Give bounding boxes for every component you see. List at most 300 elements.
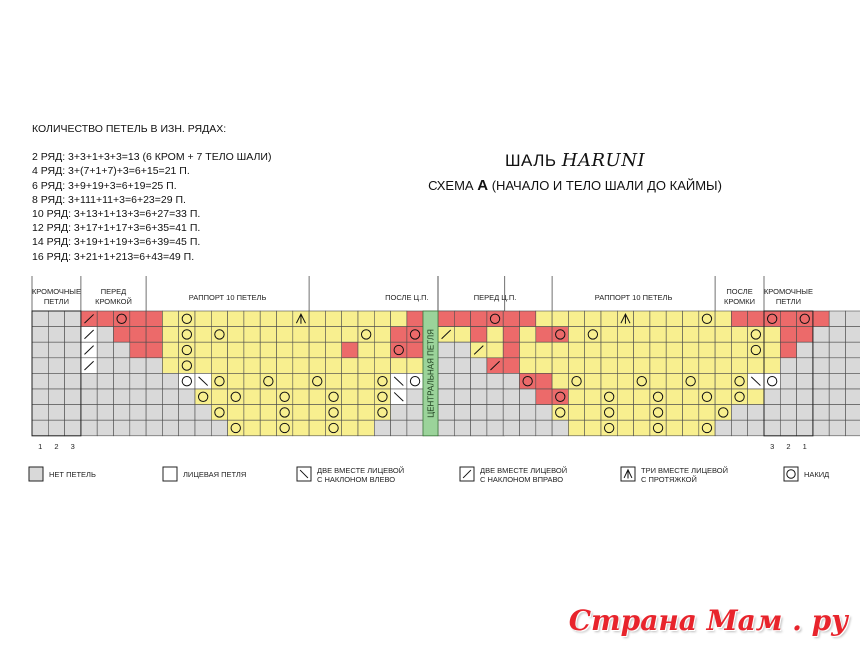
cell-box	[503, 405, 519, 421]
chart-cell	[715, 373, 731, 389]
chart-cell	[617, 420, 633, 436]
cell-box	[146, 311, 162, 327]
chart-cell	[797, 389, 813, 405]
chart-cell	[48, 389, 64, 405]
stitch-counts-heading: КОЛИЧЕСТВО ПЕТЕЛЬ В ИЗН. РЯДАХ:	[32, 123, 227, 135]
cell-box	[293, 358, 309, 374]
chart-cell	[97, 327, 113, 343]
cell-box	[260, 420, 276, 436]
cell-box	[277, 358, 293, 374]
cell-box	[617, 327, 633, 343]
chart-cell	[65, 311, 81, 327]
cell-box	[748, 405, 764, 421]
chart-cell	[97, 389, 113, 405]
chart-cell	[617, 373, 633, 389]
cell-box	[407, 342, 423, 358]
cell-box	[228, 327, 244, 343]
cell-box	[32, 342, 48, 358]
chart-cell	[179, 311, 195, 327]
chart-cell	[407, 311, 423, 327]
chart-cell	[277, 358, 293, 374]
cell-box	[683, 311, 699, 327]
legend-item-knit	[163, 467, 246, 481]
cell-box	[471, 405, 487, 421]
chart-cell	[568, 405, 584, 421]
chart-cell	[325, 327, 341, 343]
chart-cell	[309, 389, 325, 405]
chart-cell	[342, 342, 358, 358]
cell-box	[764, 389, 780, 405]
chart-cell	[813, 373, 829, 389]
cell-box	[374, 327, 390, 343]
cell-box	[114, 405, 130, 421]
chart-cell	[391, 327, 407, 343]
chart-cell	[114, 358, 130, 374]
chart-cell	[764, 373, 780, 389]
chart-cell	[601, 420, 617, 436]
chart-cell	[293, 420, 309, 436]
cell-box	[438, 342, 454, 358]
chart-cell	[536, 342, 552, 358]
chart-cell	[438, 358, 454, 374]
cell-box	[146, 327, 162, 343]
chart-cell	[601, 373, 617, 389]
cell-box	[407, 420, 423, 436]
chart-cell	[325, 405, 341, 421]
cell-box	[65, 389, 81, 405]
edge-number: 2	[54, 441, 59, 451]
cell-box	[813, 405, 829, 421]
chart-cell	[309, 373, 325, 389]
chart-cell	[97, 358, 113, 374]
chart-cell	[846, 405, 860, 421]
cell-box	[552, 420, 568, 436]
chart-cell	[374, 327, 390, 343]
chart-cell	[748, 389, 764, 405]
cell-box	[358, 405, 374, 421]
chart-cell	[391, 420, 407, 436]
chart-cell	[715, 420, 731, 436]
cell-box	[358, 358, 374, 374]
cell-box	[195, 389, 211, 405]
chart-cell	[780, 358, 796, 374]
chart-cell	[699, 327, 715, 343]
chart-cell	[146, 420, 162, 436]
chart-cell	[731, 342, 747, 358]
chart-cell	[65, 342, 81, 358]
chart-cell	[471, 420, 487, 436]
chart-cell	[342, 327, 358, 343]
cell-box	[454, 358, 470, 374]
chart-cell	[130, 342, 146, 358]
cell-box	[650, 405, 666, 421]
cell-box	[503, 389, 519, 405]
chart-cell	[503, 342, 519, 358]
chart-cell	[846, 420, 860, 436]
section-header-repeat_right	[552, 276, 672, 311]
cell-box	[683, 373, 699, 389]
cell-box	[487, 327, 503, 343]
chart-cell	[309, 358, 325, 374]
chart-cell	[32, 311, 48, 327]
cell-box	[438, 311, 454, 327]
cell-box	[764, 311, 780, 327]
cell-box	[97, 373, 113, 389]
cell-box	[748, 420, 764, 436]
cell-box	[228, 311, 244, 327]
chart-cell	[260, 327, 276, 343]
cell-box	[666, 389, 682, 405]
chart-cell	[520, 358, 536, 374]
chart-cell	[260, 420, 276, 436]
legend-label: НАКИД	[804, 470, 830, 479]
cell-box	[520, 373, 536, 389]
chart-cell	[585, 358, 601, 374]
chart-cell	[48, 311, 64, 327]
cell-box	[650, 358, 666, 374]
chart-cell	[407, 405, 423, 421]
chart-cell	[585, 342, 601, 358]
cell-box	[797, 389, 813, 405]
chart-cell	[764, 405, 780, 421]
cell-box	[699, 420, 715, 436]
cell-box	[634, 342, 650, 358]
chart-cell	[634, 327, 650, 343]
cell-box	[293, 327, 309, 343]
cell-box	[715, 373, 731, 389]
cell-box	[162, 311, 178, 327]
chart-row	[32, 342, 860, 358]
chart-cell	[715, 327, 731, 343]
legend-label: ДВЕ ВМЕСТЕ ЛИЦЕВОЙ	[480, 466, 568, 475]
cell-box	[780, 373, 796, 389]
cell-box	[244, 311, 260, 327]
cell-box	[634, 405, 650, 421]
cell-box	[342, 358, 358, 374]
edge-numbers-left	[38, 442, 75, 451]
cell-box	[764, 327, 780, 343]
cell-box	[114, 420, 130, 436]
chart-cell	[731, 311, 747, 327]
cell-box	[32, 405, 48, 421]
cell-box	[407, 405, 423, 421]
chart-cell	[829, 389, 845, 405]
chart-cell	[228, 342, 244, 358]
chart-row	[32, 420, 860, 436]
cell-box	[130, 420, 146, 436]
chart-cell	[829, 405, 845, 421]
cell-box	[358, 389, 374, 405]
cell-box	[97, 420, 113, 436]
cell-box	[829, 373, 845, 389]
chart-cell	[552, 311, 568, 327]
section-header-edge_left	[32, 276, 81, 311]
cell-box	[48, 342, 64, 358]
cell-box	[277, 420, 293, 436]
chart-cell	[471, 311, 487, 327]
legend-swatch	[29, 467, 43, 481]
chart-cell	[146, 373, 162, 389]
cell-box	[342, 327, 358, 343]
cell-box	[617, 405, 633, 421]
chart-cell	[487, 358, 503, 374]
cell-box	[813, 389, 829, 405]
cell-box	[309, 420, 325, 436]
chart-cell	[81, 327, 97, 343]
cell-box	[846, 373, 860, 389]
cell-box	[748, 358, 764, 374]
chart-cell	[32, 420, 48, 436]
cell-box	[731, 311, 747, 327]
cell-box	[407, 358, 423, 374]
cell-box	[780, 311, 796, 327]
chart-cell	[585, 405, 601, 421]
cell-box	[666, 420, 682, 436]
chart-cell	[32, 358, 48, 374]
chart-cell	[130, 405, 146, 421]
cell-box	[650, 420, 666, 436]
cell-box	[536, 420, 552, 436]
chart-cell	[585, 373, 601, 389]
cell-box	[552, 373, 568, 389]
cell-box	[195, 420, 211, 436]
cell-box	[130, 389, 146, 405]
chart-cell	[81, 389, 97, 405]
cell-box	[228, 420, 244, 436]
chart-cell	[130, 389, 146, 405]
chart-cell	[454, 311, 470, 327]
cell-box	[374, 373, 390, 389]
chart-cell	[748, 420, 764, 436]
chart-cell	[666, 358, 682, 374]
cell-box	[65, 373, 81, 389]
chart-cell	[487, 420, 503, 436]
cell-box	[715, 327, 731, 343]
cell-box	[699, 342, 715, 358]
cell-box	[358, 311, 374, 327]
cell-box	[666, 327, 682, 343]
cell-box	[568, 311, 584, 327]
chart-cell	[585, 420, 601, 436]
chart-cell	[634, 405, 650, 421]
chart-cell	[699, 420, 715, 436]
cell-box	[601, 311, 617, 327]
chart-cell	[228, 373, 244, 389]
cell-box	[471, 358, 487, 374]
chart-cell	[293, 405, 309, 421]
cell-box	[342, 311, 358, 327]
chart-cell	[813, 420, 829, 436]
cell-box	[374, 420, 390, 436]
cell-box	[260, 358, 276, 374]
cell-box	[846, 389, 860, 405]
edge-numbers-right	[770, 442, 807, 451]
cell-box	[391, 327, 407, 343]
chart-cell	[683, 311, 699, 327]
cell-box	[715, 389, 731, 405]
chart-cell	[731, 389, 747, 405]
cell-box	[65, 358, 81, 374]
cell-box	[780, 420, 796, 436]
chart-cell	[536, 311, 552, 327]
cell-box	[503, 311, 519, 327]
chart-cell	[391, 389, 407, 405]
cell-box	[162, 405, 178, 421]
center-stitch-label: ЦЕНТРАЛЬНАЯ ПЕТЛЯ	[426, 329, 436, 418]
cell-box	[162, 342, 178, 358]
chart-cell	[407, 342, 423, 358]
cell-box	[342, 420, 358, 436]
edge-number: 1	[38, 441, 43, 451]
cell-box	[846, 405, 860, 421]
chart-cell	[601, 358, 617, 374]
chart-cell	[715, 358, 731, 374]
chart-cell	[438, 342, 454, 358]
chart-cell	[277, 373, 293, 389]
section-header-edge_right	[764, 276, 813, 311]
cell-box	[764, 405, 780, 421]
chart-cell	[81, 373, 97, 389]
legend-label: ДВЕ ВМЕСТЕ ЛИЦЕВОЙ	[317, 466, 405, 475]
chart-cell	[293, 327, 309, 343]
cell-box	[438, 389, 454, 405]
chart-cell	[503, 327, 519, 343]
chart-cell	[391, 373, 407, 389]
cell-box	[32, 311, 48, 327]
chart-cell	[179, 342, 195, 358]
section-label: КРОМОЧНЫЕ	[763, 287, 813, 296]
chart-cell	[683, 420, 699, 436]
cell-box	[407, 327, 423, 343]
chart-cell	[244, 389, 260, 405]
chart-cell	[536, 389, 552, 405]
chart-cell	[211, 405, 227, 421]
cell-box	[260, 327, 276, 343]
cell-box	[179, 389, 195, 405]
legend-swatch	[163, 467, 177, 481]
chart-cell	[748, 342, 764, 358]
chart-cell	[813, 342, 829, 358]
cell-box	[293, 389, 309, 405]
cell-box	[650, 327, 666, 343]
cell-box	[97, 342, 113, 358]
cell-box	[325, 311, 341, 327]
cell-box	[503, 373, 519, 389]
cell-box	[146, 342, 162, 358]
chart-cell	[617, 311, 633, 327]
cell-box	[48, 373, 64, 389]
cell-box	[325, 358, 341, 374]
cell-box	[438, 405, 454, 421]
cell-box	[699, 327, 715, 343]
chart-cell	[764, 358, 780, 374]
chart-cell	[471, 405, 487, 421]
chart-cell	[520, 342, 536, 358]
chart-cell	[293, 342, 309, 358]
chart-cell	[731, 420, 747, 436]
chart-cell	[683, 389, 699, 405]
chart-cell	[487, 311, 503, 327]
cell-box	[683, 405, 699, 421]
chart-cell	[568, 389, 584, 405]
scheme-word: СХЕМА	[428, 178, 474, 193]
cell-box	[699, 405, 715, 421]
chart-cell	[309, 420, 325, 436]
section-label: ПЕТЛИ	[43, 297, 70, 306]
chart-cell	[829, 373, 845, 389]
cell-box	[65, 311, 81, 327]
cell-box	[260, 311, 276, 327]
cell-box	[162, 358, 178, 374]
chart-cell	[81, 405, 97, 421]
cell-box	[293, 373, 309, 389]
chart-cell	[407, 327, 423, 343]
cell-box	[179, 373, 195, 389]
legend	[29, 466, 829, 484]
chart-cell	[454, 405, 470, 421]
chart-cell	[601, 342, 617, 358]
cell-box	[748, 342, 764, 358]
chart-cell	[797, 373, 813, 389]
cell-box	[813, 342, 829, 358]
cell-box	[195, 311, 211, 327]
cell-box	[585, 420, 601, 436]
chart-cell	[211, 358, 227, 374]
chart-cell	[130, 420, 146, 436]
chart-cell	[601, 389, 617, 405]
cell-box	[454, 389, 470, 405]
cell-box	[65, 342, 81, 358]
chart-cell	[48, 342, 64, 358]
chart-cell	[114, 342, 130, 358]
cell-box	[666, 342, 682, 358]
cell-box	[568, 405, 584, 421]
cell-box	[211, 358, 227, 374]
cell-box	[454, 327, 470, 343]
cell-box	[650, 342, 666, 358]
chart-cell	[552, 358, 568, 374]
stitch-count-row-12: 12 РЯД: 3+17+1+17+3=6+35=41 П.	[32, 222, 201, 235]
cell-box	[601, 420, 617, 436]
chart-cell	[748, 373, 764, 389]
chart-cell	[797, 327, 813, 343]
cell-box	[487, 389, 503, 405]
chart-cell	[65, 327, 81, 343]
cell-box	[309, 373, 325, 389]
chart-cell	[829, 327, 845, 343]
chart-cell	[813, 311, 829, 327]
cell-box	[130, 327, 146, 343]
cell-box	[552, 342, 568, 358]
chart-cell	[520, 420, 536, 436]
cell-box	[65, 327, 81, 343]
cell-box	[211, 311, 227, 327]
cell-box	[32, 327, 48, 343]
cell-box	[536, 311, 552, 327]
chart-cell	[568, 311, 584, 327]
cell-box	[391, 420, 407, 436]
chart-cell	[520, 373, 536, 389]
cell-box	[715, 358, 731, 374]
chart-cell	[601, 405, 617, 421]
chart-cell	[617, 389, 633, 405]
chart-cell	[391, 358, 407, 374]
chart-cell	[146, 358, 162, 374]
stitch-count-row-16: 16 РЯД: 3+21+1+213=6+43=49 П.	[32, 250, 195, 263]
chart-cell	[780, 327, 796, 343]
cell-box	[601, 358, 617, 374]
cell-box	[617, 358, 633, 374]
